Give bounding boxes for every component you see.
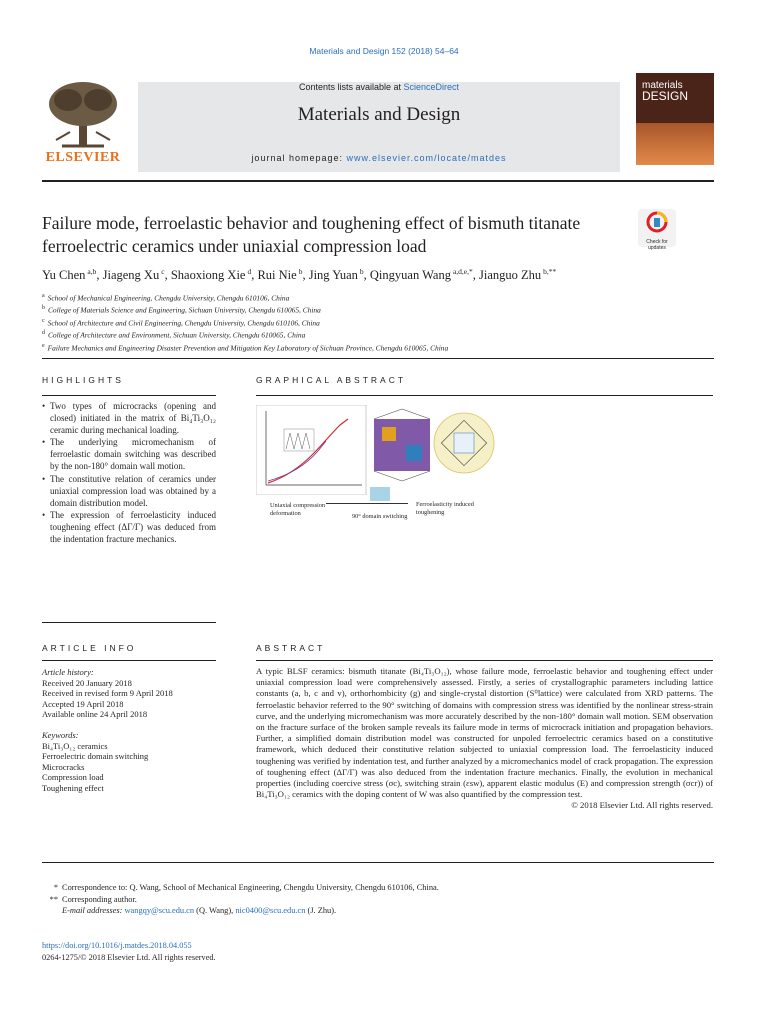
author[interactable] bbox=[479, 268, 556, 282]
author-affiliation-mark: a,b bbox=[87, 267, 97, 276]
author[interactable] bbox=[171, 268, 251, 282]
ga-label-compression: Uniaxial compression deformation bbox=[270, 502, 326, 517]
keyword-list bbox=[42, 741, 216, 794]
graphical-abstract-figure bbox=[256, 405, 496, 525]
author[interactable] bbox=[103, 268, 165, 282]
ga-domain-icon bbox=[370, 487, 390, 501]
contents-line: Contents lists available at ScienceDirect bbox=[298, 82, 460, 92]
affiliation-key: e bbox=[42, 342, 45, 349]
affiliation bbox=[42, 291, 448, 303]
affiliation-text: School of Architecture and Civil Engineering, Chengdu University, Chengdu 610106, China bbox=[47, 318, 320, 328]
keyword: Toughening effect bbox=[42, 782, 104, 793]
keyword: Bi₄Ti₃O₁₂ ceramics bbox=[42, 740, 108, 751]
highlight-item: • The expression of ferroelasticity induced toughening effect (ΔΓ/Γ) was deduced from the indentation fracture mechanics. bbox=[42, 509, 216, 545]
history-entry: Received in revised form 9 April 2018 bbox=[42, 688, 173, 699]
issn-line: 0264-1275/© 2018 Elsevier Ltd. All rights reserved. bbox=[42, 952, 216, 962]
homepage-link[interactable]: www.elsevier.com/locate/matdes bbox=[346, 153, 507, 163]
check-updates-label: Check for updates bbox=[646, 239, 668, 251]
history-entry: Received 20 January 2018 bbox=[42, 677, 132, 688]
graphical-abstract-rule bbox=[256, 395, 713, 396]
doi-block bbox=[42, 940, 216, 963]
highlights-rule bbox=[42, 395, 216, 396]
ga-arrow-right bbox=[396, 503, 408, 504]
footnote-correspondence: * Correspondence to: Q. Wang, School of Mechanical Engineering, Chengdu University, Chengdu 610106, China. bbox=[53, 883, 439, 892]
affiliation-text: College of Architecture and Environment, Sichuan University, Chengdu 610065, China bbox=[48, 330, 306, 340]
abstract-rule bbox=[256, 660, 713, 661]
article-info bbox=[42, 667, 216, 794]
keyword: Microcracks bbox=[42, 761, 85, 772]
author[interactable] bbox=[370, 268, 473, 282]
sciencedirect-link[interactable]: ScienceDirect bbox=[403, 82, 460, 92]
footnotes bbox=[42, 882, 439, 917]
history-label: Article history: bbox=[42, 667, 94, 677]
highlights-heading: HIGHLIGHTS bbox=[42, 375, 124, 385]
journal-homepage: journal homepage: www.elsevier.com/locate/matdes bbox=[251, 153, 507, 163]
check-updates-icon bbox=[638, 209, 676, 235]
highlight-item: • The constitutive relation of ceramics under uniaxial compression load was obtained by a domain distribution model. bbox=[42, 473, 216, 509]
graphical-abstract-heading: GRAPHICAL ABSTRACT bbox=[256, 375, 407, 385]
author-affiliation-mark: a,d,e,* bbox=[452, 267, 473, 276]
header-rule bbox=[42, 180, 714, 182]
affiliation-key: c bbox=[42, 317, 45, 324]
author-affiliation-mark: b,** bbox=[543, 267, 557, 276]
author-affiliation-mark: b bbox=[359, 267, 364, 276]
abstract-paragraph: A typic BLSF ceramics: bismuth titanate (Bi₄Ti₃O₁₂), whose failure mode, ferroelastic behavior and toughening effect under uniaxial compression load were comprehensively assessed. Firstly, a series of crystallographic parameters including lattice constants (a, b, c and v), orthorhombicity (g) and single-crystal distortion (S⁰lattice) were calculated from XRD patterns. The ferroelastic behavior referred to the 90° switching of domains with compression stress was identified by the nonlinear stress-strain curve, and the underlying micromechanism was more accurately described by the non-180° domain wall motion. SEM observation on the fracture surface of the broken sample reveals its failure mode in terms of microcrack initiation and propagation behaviors. Further, a simplified domain distribution model was constructed for unpoled ferroelectric ceramics based on a constitutive framework, which deduced their constitutive relation subjected to uniaxial compression load. The ferroelasticity induced toughening was verified by indentation test, and further analyzed by a micromechanics model of crack propagation. The expression of toughening effect (ΔΓ/Γ) was also deduced from the indentation fracture mechanics. Finally, the evolution in mechanical properties (including coercive stress (σc), switching strain (εsw), apparent elastic modulus (E) and compression strength (σcr)) of Bi₄Ti₃O₁₂ ceramics with the doping content of W was also quantified by the compression test. bbox=[256, 666, 713, 800]
cover-title: materials DESIGN bbox=[642, 80, 689, 103]
ga-arrow-left bbox=[326, 503, 396, 504]
author[interactable] bbox=[42, 268, 96, 282]
doi-link[interactable]: https://doi.org/10.1016/j.matdes.2018.04.055 bbox=[42, 941, 192, 950]
highlight-item: • The underlying micromechanism of ferroelastic domain switching was described by the non-180° domain wall motion. bbox=[42, 436, 216, 472]
affiliation bbox=[42, 341, 448, 353]
check-for-updates-badge[interactable] bbox=[638, 209, 676, 251]
author-name: Jianguo Zhu bbox=[479, 268, 542, 283]
author-affiliation-mark: d bbox=[247, 267, 252, 276]
history-entry: Accepted 19 April 2018 bbox=[42, 698, 124, 709]
history-list bbox=[42, 678, 216, 720]
journal-cover-image bbox=[636, 73, 714, 165]
author-name: Shaoxiong Xie bbox=[170, 268, 246, 283]
highlights-list bbox=[42, 400, 216, 545]
ga-label-toughening: Ferroelasticity induced toughening bbox=[416, 501, 474, 516]
author-list: Yu Chen $^{a,b}$, Jiageng Xu $^c$, Shaoxiong Xie $^d$, Rui Nie $^b$, Jing Yuan $^b$, Qingyuan Wang $^{a,d,e,*}$, Jianguo Zhu $^{b,**}$ bbox=[42, 267, 557, 283]
author-name: Qingyuan Wang bbox=[369, 268, 451, 283]
keywords-label: Keywords: bbox=[42, 729, 79, 740]
abstract-bottom-rule bbox=[42, 862, 714, 863]
abstract-copyright: © 2018 Elsevier Ltd. All rights reserved. bbox=[571, 800, 713, 811]
author-name: Jing Yuan bbox=[308, 268, 358, 283]
footnote-emails: E-mail addresses: wangqy@scu.edu.cn (Q. Wang), nic0400@scu.edu.cn (J. Zhu). bbox=[62, 906, 337, 915]
affiliation-key: d bbox=[42, 330, 45, 337]
ga-label-switching: 90° domain switching bbox=[352, 513, 408, 520]
affiliation-text: Failure Mechanics and Engineering Disaster Prevention and Mitigation Key Laboratory of Sichuan Province, Chengdu 610065, China bbox=[47, 343, 449, 353]
email-link-zhu[interactable]: nic0400@scu.edu.cn bbox=[235, 906, 306, 915]
journal-title: Materials and Design bbox=[297, 104, 461, 125]
email-link-wang[interactable]: wangqy@scu.edu.cn bbox=[124, 906, 195, 915]
footnote-corresponding-author: ** Corresponding author. bbox=[49, 894, 137, 904]
keyword: Ferroelectric domain switching bbox=[42, 751, 149, 762]
history-entry: Available online 24 April 2018 bbox=[42, 709, 148, 720]
affiliation-list bbox=[42, 291, 448, 353]
affiliations-rule bbox=[42, 358, 714, 359]
affiliation bbox=[42, 316, 448, 328]
author-affiliation-mark: c bbox=[161, 267, 165, 276]
affiliation-key: b bbox=[42, 305, 45, 312]
affiliation bbox=[42, 303, 448, 315]
article-title: Failure mode, ferroelastic behavior and toughening effect of bismuth titanate ferroelectric ceramics under uniaxial compression load bbox=[42, 213, 581, 256]
affiliation-text: College of Materials Science and Engineering, Sichuan University, Chengdu 610065, China bbox=[48, 305, 321, 315]
author-affiliation-mark: b bbox=[298, 267, 303, 276]
elsevier-wordmark: ELSEVIER bbox=[45, 150, 121, 165]
journal-reference[interactable]: Materials and Design 152 (2018) 54–64 bbox=[309, 46, 459, 56]
author[interactable] bbox=[257, 268, 302, 282]
article-info-top-rule bbox=[42, 622, 216, 623]
graphical-abstract-image bbox=[256, 405, 496, 495]
abstract-body bbox=[256, 666, 713, 812]
highlight-item: • Two types of microcracks (opening and closed) initiated in the matrix of Bi₄Ti₃O₁₂ ceramic during mechanical loading. bbox=[42, 400, 216, 436]
author[interactable] bbox=[309, 268, 364, 282]
author-name: Jiageng Xu bbox=[102, 268, 160, 283]
affiliation-key: a bbox=[42, 293, 45, 299]
keyword: Compression load bbox=[42, 772, 104, 783]
author-name: Yu Chen bbox=[42, 268, 86, 283]
article-info-rule bbox=[42, 660, 216, 661]
author-name: Rui Nie bbox=[257, 268, 297, 283]
affiliation bbox=[42, 328, 448, 340]
cover-artwork bbox=[636, 123, 714, 165]
affiliation-text: School of Mechanical Engineering, Chengdu University, Chengdu 610106, China bbox=[47, 293, 290, 303]
abstract-heading: ABSTRACT bbox=[256, 643, 326, 653]
article-info-heading: ARTICLE INFO bbox=[42, 643, 137, 653]
